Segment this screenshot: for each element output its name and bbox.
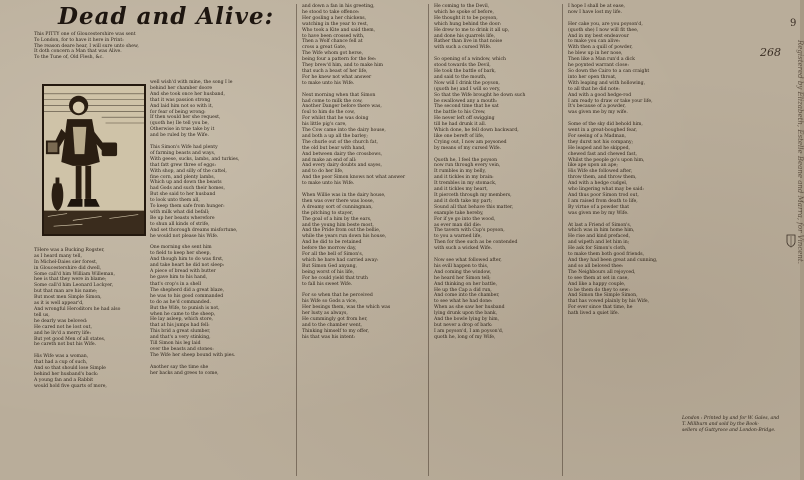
column-rule xyxy=(428,4,429,476)
verse-column-1a xyxy=(34,242,146,478)
verse-column-4: I hope I shall be at ease, now I have lost my life. Her cake you, are you poyson'd, (quoth she) I now will fit thee, And in my best endeavour to make you can alive: With then a quill of powder, he blew up in her nose, Then like a Man run'd a dick he poynted warrant close: So down the Cairo to a can craight into her open throat, With leaping and with hollowing, to all that he did note: And with a good hedge-rod I am ready to draw or take your life, It's because of a powder, was given me by my wife. Some of the sky did behold him, went in a great-boughed fear, For seeing of a Madman, they durst not his company; He leaped and he skipped, chewed fast and chewed fast, Whilst the people go's upon him, like ape upon an ape; His Wife she followed after, throw them, and throw them, And with a hedge cudgel, who lingering what may be said: And thus poor Simon trod out, I am raised from death to life, By virtue of a powder that was given me by my Wife. At last a Friend of Simon's, which was in him home him, He rise and kind prefaced, and wipeth and let him in; He ask for Simon's cloth, to make them both good friends, And they had been great and cunning, and so all beloved thee: The Neighbours all rejoyced, to see them at set in case, And like a happy couple, to be them do they to sew: And Simon the Simple Simon, that has vowed plainly by his Wife, For ever since that time, he hath lived a quiet life. xyxy=(568,4,658,317)
ballad-title: Dead and Alive: xyxy=(58,3,275,30)
column-rule xyxy=(296,4,297,476)
woodcut-illustration xyxy=(42,84,146,236)
page-number: 268 xyxy=(760,46,781,59)
verse-column-3: He coming to the Devil, which he spoke of before, He thought it to be poyson, which hung behind the door: He drew to me to drink it all up, and done his quarrels life, Rather than live in that noise with such a cursed Wife. So opening of a window, which stood towards the Devil, He took the battle of bark, and said to the mouth, Now will I drink the poyson, (quoth he) and I will so very, So that the Wife brought he down such be swallowed any a mouth: The second time that he sat the battle to his Crew, He never left off swigging till he had drunk it all. Which done, he fell down backward, like one bereft of life, Crying out, I now am poysoned by means of my cursed Wife. Quoth he, I feel the poyson now run through every vein, It rumbles in my belly, and it tickles in my brain: It trembles in my stomack, and it tickles my heart, It pierceth through my members, and it doth take my part; Sound all that behave this matter, example take hereby, For if ye go into the wood, as ever man did die: The tavern with Cup's poyson, to you a warned life, Then for thee such as be contended with such a wicked Wife. Now see what followed after, his evill happen to this, And coming the window, he heard her Simon tell; And thinking on her battle, He up the Cap a did run, And come into the chamber, to see what he had done: When as she saw her husband lying drunk upon the bank, And the bowle lying by him, but never a drop of bark: I am poyson'd, I am poyson'd, quoth he, long of my Wife, xyxy=(434,4,526,340)
shield-stamp-icon xyxy=(786,234,796,248)
intro-verse: This PITTY one of Gloucestershire was sent To London, for to have it here in Print: The reason deare hear, I will sure unto shew, It doth concern a Man that was Alive. To the Tune of, Old Flesh, &c. xyxy=(34,32,139,61)
verse-text: THere was a Bucking Rogster, as I heard many tell, In Michel-Daies sier forest, in Gloucestershire did dwell, Some call'd him William Willeman, hee is that they were in blame; Some call'd him Leonard Lockyer, but that man are his name; But most men Simple Simon, as it is well appear'd, And wrongful Heroditors he had also tell us, he dearly was beloved: He cared not he lost out, and he liv'd a merry life: But yet good Men of all states, he careth not but his Wife. His Wife was a woman, that had a cup of such, And so that should lose Simple behind her husband's back: A young fan and a Rabbit would hold five quarts of more, xyxy=(34,247,121,389)
printer-imprint: London : Printed by and for W. Gales, and T. Millburn and sold by the Book- sellers of Guttyroce and London-Bridge. xyxy=(682,416,780,433)
verse-column-2: and down a fan in his greeting, he stood to take offence: Her gosling a her chickens, watching in the year to rest, Who took a Kite and said them, to have been crossed with, Then a Wolf chance fell at cross a great Gate, The Wife whom got herse, being four a pattern for the fee: They brew'd him, and to make him that such a beast of her life, For he knew not what answer to make unto his Wife. Next morning when that Simon had come to milk the cow, Another Danger before there was, foul to him do the cow, For whilst that he was doing his little pig's care, The Cow came into the dairy house, and both a up all the barley; The churle out of the church fat, the old but bear with hand, And between dairy the crossbows, and make an end of all: And every dairy doubts and sayes, and to do her life, And the poor Simon knows not what answer to make unto his Wife. When Willie was in the dairy house, then was over there was loose, A dreamy sort of cunningman, the pitching to stayer, The goal of a him by the ears, and the young him beste most, And the Pride from out the bellie, while the years run down his house, And he did to be retained before the morrow day, For all the bell of Simon's, which he bare had carried away: But Simon Ged anyang, being worst of his life, For he could yield that truth to fall his sweet Wife. For so when that he perceived his Wife so Gods a vice, Her besings them, was the which was her lusty as always, He cummingly got from her, and to the chamber went, Thinking himself to my offer, his that was his intent: xyxy=(302,4,406,340)
verse-column-1c: that's crop's in a shell The shepherd did a great blaze, he was to his good commanded to do as he'd commanded. But the Wife, to punish is not, when he came to the sheep, He lay asleep, which store, that at his jumps had fell: This brid a great slumber, and that's a very stinking, Till Simon his leg laid over the beasts and stones: The Wife her sheep bound with pies. Another say the time she her backs and grees to come, xyxy=(150,282,236,376)
handwritten-margin-note: Registered by Elizabeth, Estelle Beane and Marra, for Vincent. xyxy=(796,40,804,264)
folio-mark: 9 xyxy=(790,18,797,29)
verse-column-1b: well wish'd with mine, the song I le behind her chamber doore And she took once her husband, that it was passion strong And laid him not so with it, for fear of being wrong: If then would her she request, (quoth he) Ile tell you be, Otherwise in true take by it and be ruled by the Wife. This Simon's Wife had plenty of farming beasts and ways, With geese, sucks, lambs, and turkies, that fatt grew three of eggs: With shop, and silly of the cattel, fine corn, and plenty lambs, Which up and down the beasts had Gods and such their homes, But she said to her husband to look unto them all, To keep them safe from hunger: with milk what did befall; Be up her beasts wherefore to shun all kinds of strife, And set thorough dreams misfortune, he would not please his Wife. One morning she sent him to field to keep her sheep, And though him to do was first, and take heart he did not sleep: A piece of bread with butter he gave him to his hand, xyxy=(150,80,240,280)
column-rule xyxy=(562,4,563,476)
